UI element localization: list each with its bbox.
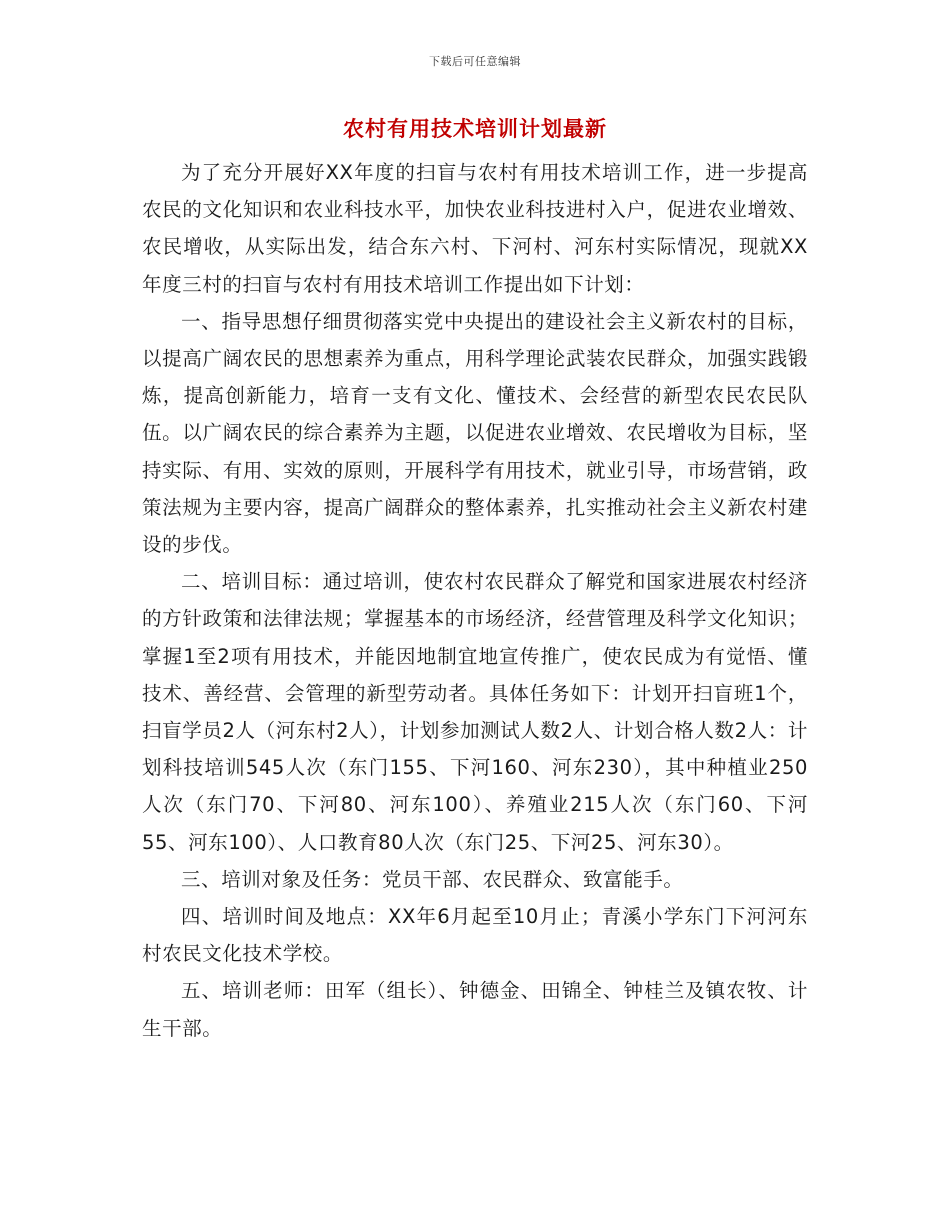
document-title: 农村有用技术培训计划最新 <box>343 117 607 141</box>
paragraph-training-goals: 二、培训目标：通过培训，使农村农民群众了解党和国家进展农村经济的方针政策和法律法规；掌握基本的市场经济，经营管理及科学文化知识；掌握1至2项有用技术，并能因地制宜地宣传推广，使农民成为有觉悟、懂技术、善经营、会管理的新型劳动者。具体任务如下：计划开扫盲班1个，扫盲学员2人（河东村2人），计划参加测试人数2人、计划合格人数2人：计划科技培训545人次（东门155、下河160、河东230），其中种植业250人次（东门70、下河80、河东100）、养殖业215人次（东门60、下河55、河东100）、人口教育80人次（东门25、下河25、河东30）。 <box>142 570 808 854</box>
paragraph-intro: 为了充分开展好XX年度的扫盲与农村有用技术培训工作，进一步提高农民的文化知识和农业科技水平，加快农业科技进村入户，促进农业增效、农民增收，从实际出发，结合东六村、下河村、河东村实际情况，现就XX年度三村的扫盲与农村有用技术培训工作提出如下计划： <box>142 161 808 296</box>
document-body <box>142 154 808 1047</box>
paragraph-instructors: 五、培训老师：田军（组长）、钟德金、田锦全、钟桂兰及镇农牧、计生干部。 <box>142 979 808 1040</box>
paragraph-time-location: 四、培训时间及地点：XX年6月起至10月止；青溪小学东门下河河东村农民文化技术学校。 <box>142 905 808 966</box>
paragraph-guiding-ideology: 一、指导思想仔细贯彻落实党中央提出的建设社会主义新农村的目标，以提高广阔农民的思想素养为重点，用科学理论武装农民群众，加强实践锻炼，提高创新能力，培育一支有文化、懂技术、会经营的新型农民农民队伍。以广阔农民的综合素养为主题，以促进农业增效、农民增收为目标，坚持实际、有用、实效的原则，开展科学有用技术，就业引导，市场营销，政策法规为主要内容，提高广阔群众的整体素养，扎实推动社会主义新农村建设的步伐。 <box>142 309 808 557</box>
paragraph-training-targets: 三、培训对象及任务：党员干部、农民群众、致富能手。 <box>181 867 684 891</box>
header-note: 下载后可任意编辑 <box>429 55 521 68</box>
